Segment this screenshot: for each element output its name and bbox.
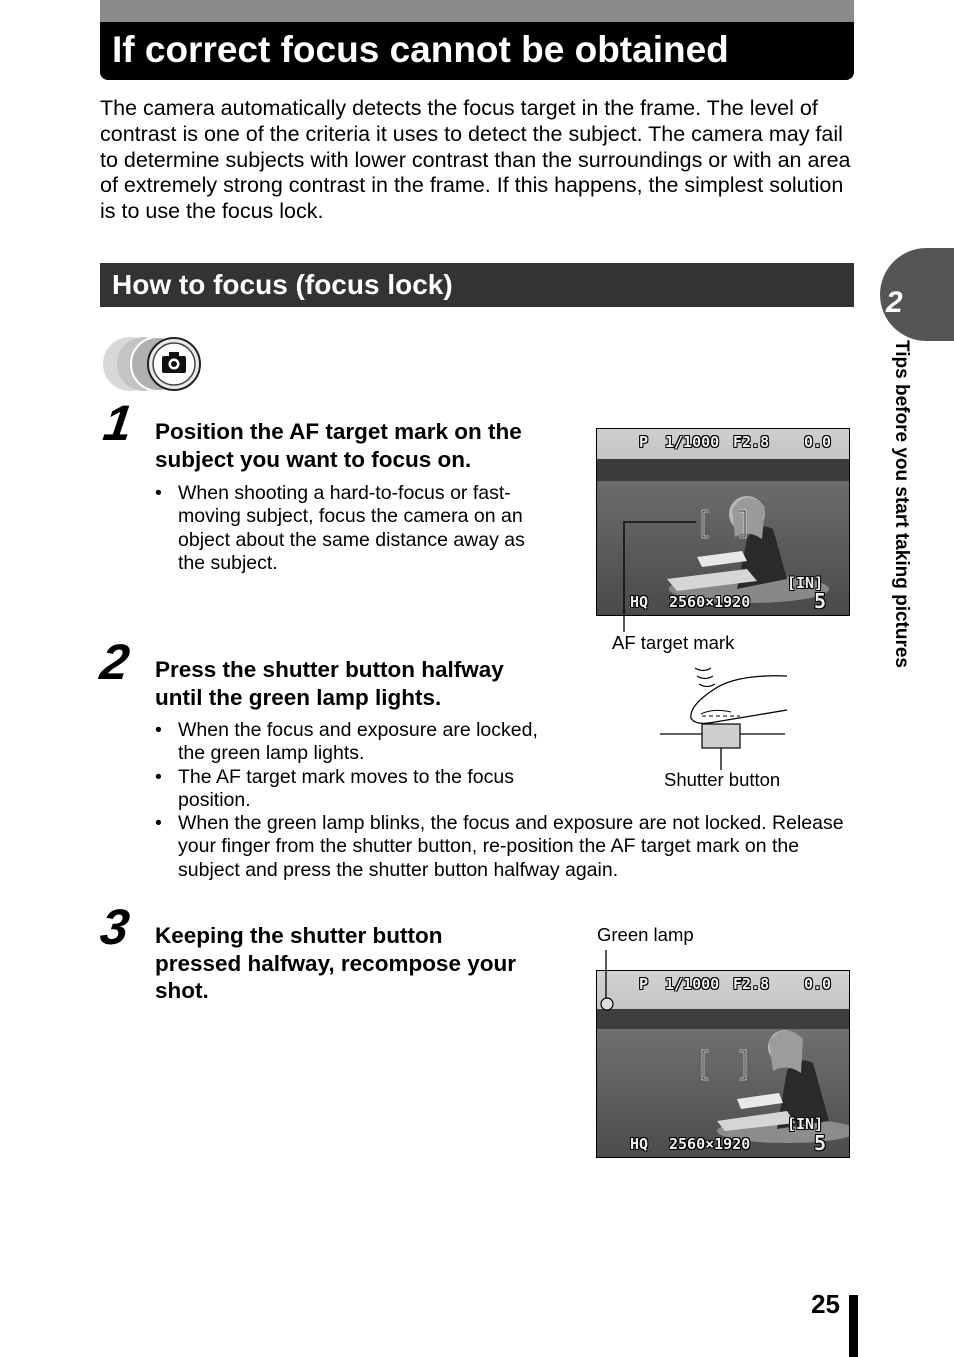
page-number: 25 (811, 1289, 840, 1319)
hud-frames-remaining: 5 (814, 589, 827, 613)
af-target-caption: AF target mark (612, 632, 735, 653)
step-2-bullet-3 (155, 812, 850, 882)
hud-resolution: 2560×1920 (669, 1135, 751, 1153)
camera-mode-icon (100, 336, 215, 394)
page-title: If correct focus cannot be obtained (112, 29, 729, 70)
step-3-title: Keeping the shutter button pressed halfway, recompose your shot. (155, 923, 516, 1003)
title-top-strip (100, 0, 854, 22)
bullet-dot: • (155, 766, 162, 788)
step-1-bullet (155, 482, 548, 575)
shutter-button-illustration (655, 660, 790, 770)
hud-memory: [IN] (787, 1115, 824, 1133)
green-lamp-caption: Green lamp (597, 924, 694, 945)
step-2-bullet-1 (155, 719, 538, 766)
step-2-bullet-1-text: When the focus and exposure are locked, the green lamp lights. (178, 719, 538, 765)
step-2-bullet-2-text: The AF target mark moves to the focus position. (178, 766, 514, 812)
hud-shutter-speed: 1/1000 (665, 433, 720, 451)
bullet-dot: • (155, 482, 162, 504)
hud-mode: P (639, 433, 649, 451)
hud-quality: HQ (630, 593, 649, 611)
hud-resolution: 2560×1920 (669, 593, 751, 611)
step-2-bullet-2 (155, 766, 548, 813)
chapter-title-bar (100, 0, 854, 80)
hud-quality: HQ (630, 1135, 649, 1153)
step-1-number: 1 (100, 395, 136, 451)
section-header (100, 263, 854, 307)
green-lamp-callout-line (600, 950, 612, 1000)
hud-memory: [IN] (787, 574, 824, 592)
hud-frames-remaining: 5 (814, 1131, 827, 1155)
page-edge-bar (849, 1295, 858, 1357)
viewfinder-photo-2 (596, 970, 850, 1158)
chapter-number: 2 (886, 286, 903, 319)
af-callout-line (618, 518, 698, 633)
hud-exposure: 0.0 (804, 433, 832, 451)
shutter-button-caption: Shutter button (664, 769, 781, 790)
step-2-number: 2 (97, 634, 133, 690)
section-title: How to focus (focus lock) (112, 269, 453, 300)
step-1-title: Position the AF target mark on the subject you want to focus on. (155, 419, 522, 472)
bullet-dot: • (155, 719, 162, 741)
hud-exposure: 0.0 (804, 975, 832, 993)
bullet-dot: • (155, 812, 162, 834)
hud-aperture: F2.8 (733, 433, 770, 451)
chapter-side-label: Tips before you start taking pictures (891, 340, 912, 669)
step-3-number: 3 (97, 899, 133, 955)
intro-paragraph: The camera automatically detects the focus target in the frame. The level of contrast is one of the criteria it uses to detect the subject. The camera may fail to determine subjects with lower contrast than the surroundings or with an area of extremely strong contrast in the frame. If this happens, the simplest solution is to use the focus lock. (100, 96, 851, 224)
hud-mode: P (639, 975, 649, 993)
step-1-bullet-text: When shooting a hard-to-focus or fast-moving subject, focus the camera on an object about the same distance away as the subject. (178, 482, 525, 574)
step-2-bullet-3-text: When the green lamp blinks, the focus and exposure are not locked. Release your finger from the shutter button, re-position the AF target mark on the subject and press the shutter button halfway again. (178, 812, 844, 881)
hud-aperture: F2.8 (733, 975, 770, 993)
hud-shutter-speed: 1/1000 (665, 975, 720, 993)
step-2-title: Press the shutter button halfway until the green lamp lights. (155, 657, 504, 710)
